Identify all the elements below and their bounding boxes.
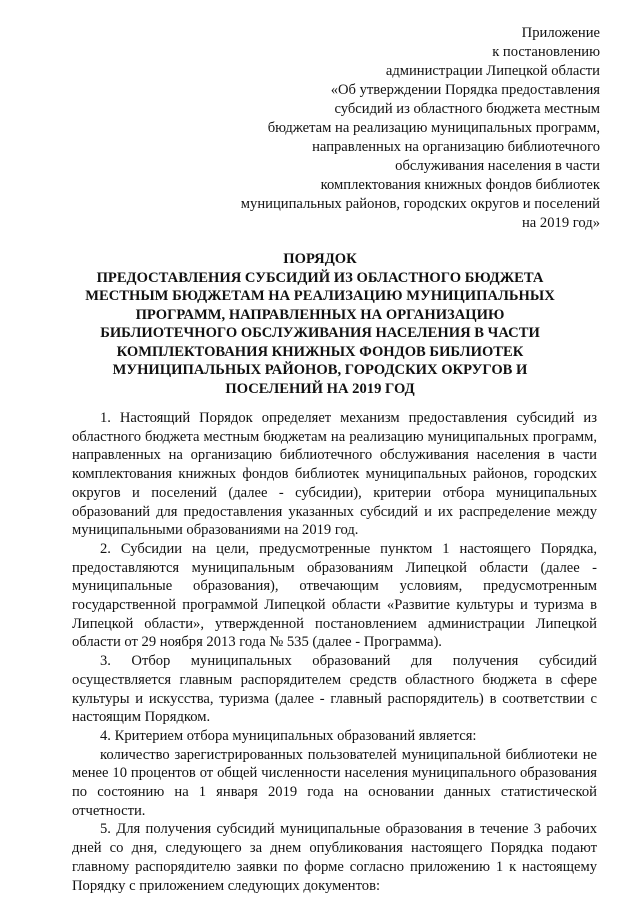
title-line: ПОРЯДОК	[283, 251, 357, 267]
appendix-line: к постановлению	[492, 44, 600, 60]
title-line: КОМПЛЕКТОВАНИЯ КНИЖНЫХ ФОНДОВ БИБЛИОТЕК	[116, 343, 524, 360]
appendix-line: муниципальных районов, городских округов и поселений	[240, 196, 600, 212]
paragraph-2: 2. Субсидии на цели, предусмотренные пунктом 1 настоящего Порядка, предоставляются муниципальным образованиям Липецкой области (далее - муниципальные образования), отвечающим условиям, предусмотренным государственной программой Липецкой области «Развитие культуры и туризма в Липецкой области», утвержденной постановлением администрации Липецкой области от 29 ноября 2013 года № 535 (далее - Программа).	[72, 540, 597, 651]
document-title	[40, 250, 600, 398]
appendix-header	[180, 24, 600, 233]
title-line: МЕСТНЫМ БЮДЖЕТАМ НА РЕАЛИЗАЦИЮ МУНИЦИПАЛЬНЫХ	[85, 288, 555, 304]
appendix-line: субсидий из областного бюджета местным	[334, 101, 600, 117]
title-line: ПОСЕЛЕНИЙ НА 2019 ГОД	[225, 380, 415, 397]
appendix-line: бюджетам на реализацию муниципальных программ,	[267, 120, 600, 136]
title-line: БИБЛИОТЕЧНОГО ОБСЛУЖИВАНИЯ НАСЕЛЕНИЯ В ЧАСТИ	[100, 325, 540, 341]
paragraph-3: 3. Отбор муниципальных образований для получения субсидий осуществляется главным распорядителем средств областного бюджета в сфере культуры и искусства, туризма (далее - главный распорядитель) в соответствии с настоящим Порядком.	[72, 653, 597, 726]
appendix-line: обслуживания населения в части	[395, 158, 600, 174]
title-line: ПРЕДОСТАВЛЕНИЯ СУБСИДИЙ ИЗ ОБЛАСТНОГО БЮДЖЕТА	[96, 269, 544, 286]
appendix-line: администрации Липецкой области	[385, 63, 600, 79]
paragraph-5: 5. Для получения субсидий муниципальные образования в течение 3 рабочих дней со дня, следующего за днем опубликования настоящего Порядка подают главному распорядителю заявки по форме согласно приложению 1 к настоящему Порядку с приложением следующих документов:	[72, 821, 597, 894]
paragraph-1: 1. Настоящий Порядок определяет механизм предоставления субсидий из областного бюджета местным бюджетам на реализацию муниципальных программ, направленных на организацию библиотечного обслуживания населения в части комплектования книжных фондов библиотек муниципальных районов, городских округов и поселений (далее - субсидии), критерии отбора муниципальных образований для предоставления указанных субсидий и их распределение между муниципальными образованиями на 2019 год.	[72, 410, 597, 539]
appendix-line: Приложение	[521, 25, 600, 41]
appendix-line: на 2019 год»	[522, 215, 600, 231]
appendix-line: направленных на организацию библиотечного	[312, 139, 600, 155]
paragraph-4-criterion: количество зарегистрированных пользователей муниципальной библиотеки не менее 10 процентов от общей численности населения муниципального образования по состоянию на 1 января 2019 года на основании данных статистической отчетности.	[72, 746, 597, 819]
appendix-line: «Об утверждении Порядка предоставления	[330, 82, 600, 98]
title-line: МУНИЦИПАЛЬНЫХ РАЙОНОВ, ГОРОДСКИХ ОКРУГОВ И	[112, 362, 528, 378]
appendix-line: комплектования книжных фондов библиотек	[320, 177, 600, 193]
title-line: ПРОГРАММ, НАПРАВЛЕННЫХ НА ОРГАНИЗАЦИЮ	[135, 306, 505, 323]
document-body	[72, 409, 597, 895]
paragraph-4: 4. Критерием отбора муниципальных образований является:	[100, 727, 477, 744]
